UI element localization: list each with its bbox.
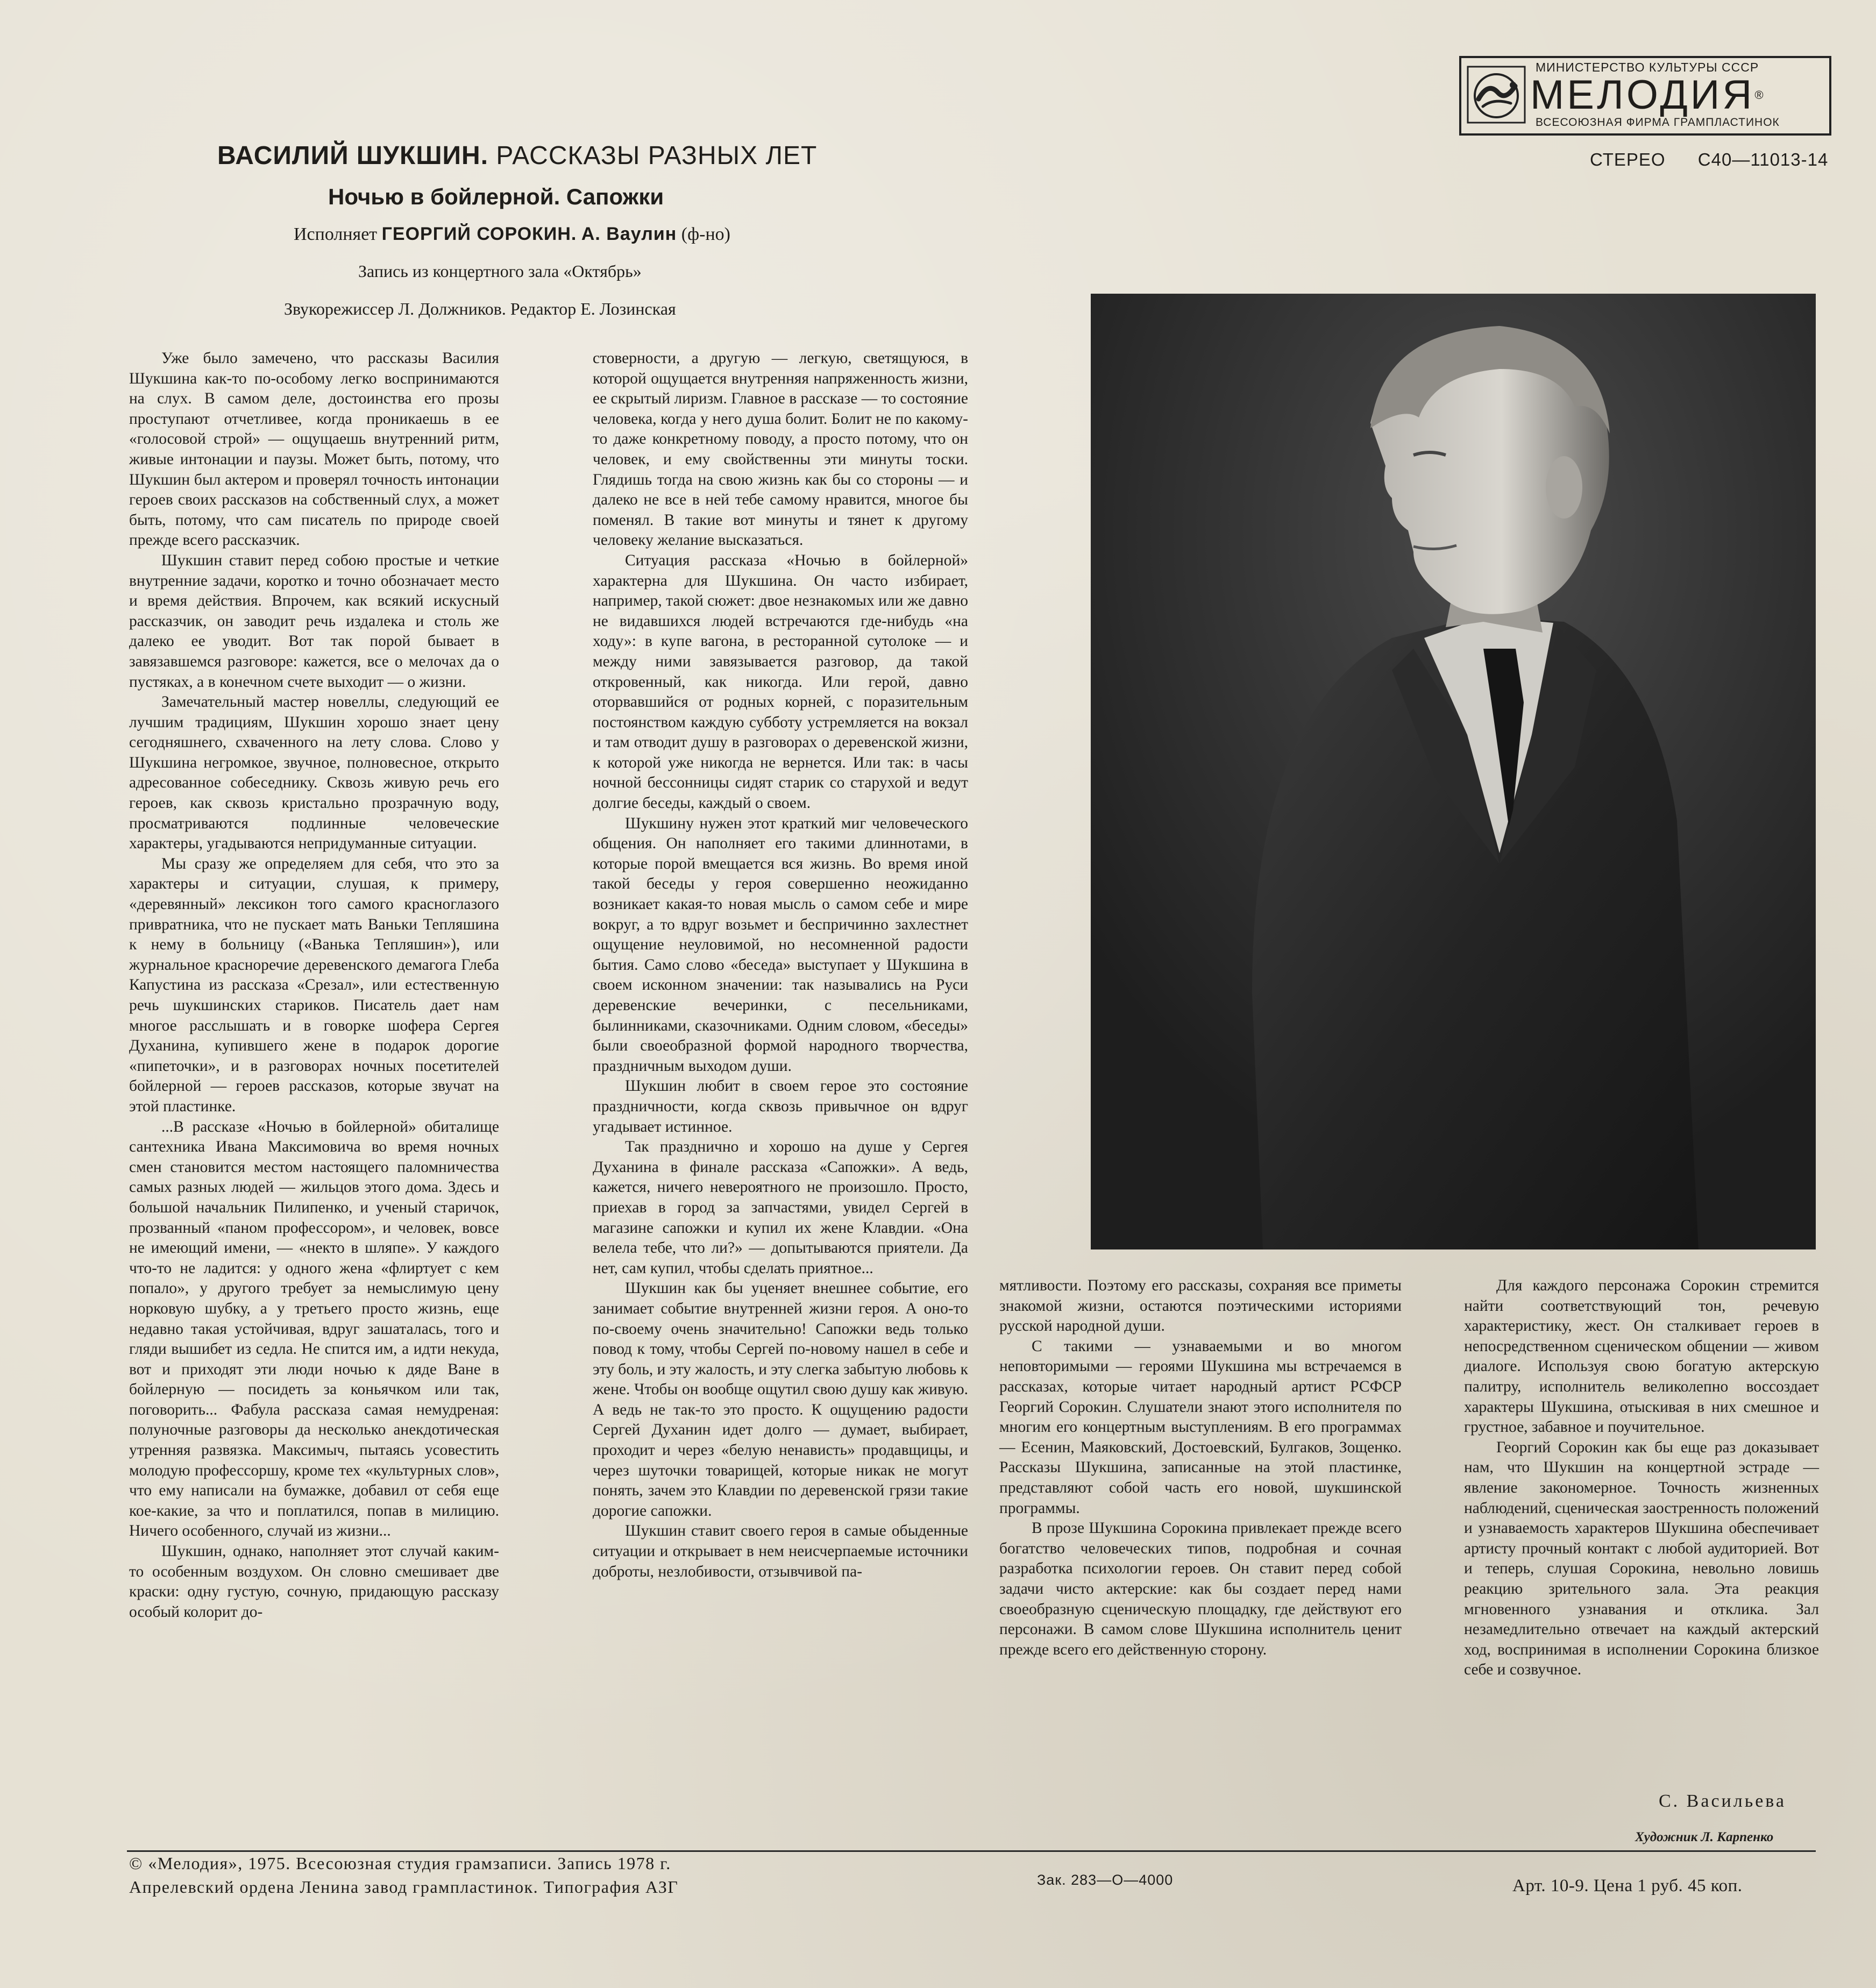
copyright-line: © «Мелодия», 1975. Всесоюзная студия грамзаписи. Запись 1978 г.: [129, 1854, 671, 1873]
order-number: Зак. 283—О—4000: [1037, 1872, 1174, 1888]
paragraph: ...В рассказе «Ночью в бойлерной» обиталище сантехника Ивана Максимовича во время ночных смен становится местом настоящего паломничества самых разных людей — жильцов этого дома. Здесь и большой начальник Пилипенко, и ученый старичок, прозванный «паном профессором», и человек, вовсе не имеющий имени, — «некто в шляпе». У каждого что-то не ладится: у одного жена «флиртует с кем попало», у другого требует за немыслимую цену норковую шубку, а у третьего просто жизнь, еще недавно такая устойчивая, вдруг зашаталась, того и гляди вышибет из седла. Не спится им, а идти некуда, вот и приходят эти люди ночью к дяде Ване в бойлерную — посидеть за коньячком или так, поговорить... Фабула рассказа самая немудреная: полуночные разговоры да несколько анекдотическая утренняя развязка. Максимыч, пытаясь усовестить молодую профессоршу, кроме тех «культурных слов», что ему написали на бумажке, добавил от себя еще кое-какие, за что и поплатился, попав в милицию. Ничего особенного, случай из жизни...: [129, 1118, 499, 1540]
paragraph: Шукшину нужен этот краткий миг человеческого общения. Он наполняет его такими длиннотами, в которые порой вмещается вся жизнь. Во время иной такой беседы у героя совершенно неожиданно возникает какая-то новая мысль о самом себе и мире вокруг, а то вдруг возьмет и беспричинно захлестнет ощущение неуловимой, но несомненной радости бытия. Само слово «беседа» выступает у Шукшина в своем исконном значении: так назывались на Руси деревенские вечеринки, с песельниками, былинниками, сказочниками. Одним словом, «беседы» были своеобразной формой народного творчества, праздничным выходом души.: [593, 814, 968, 1075]
paragraph: стоверности, а другую — легкую, светящуюся, в которой ощущается внутренняя напряженность жизни, ее скрытый лиризм. Главное в рассказе — то состояние человека, когда у него душа болит. Болит не по какому-то даже конкретному поводу, а просто потому, что он человек, и ему свойственны эти минуты тоски. Глядишь тогда на свою жизнь как бы со стороны — и далеко не все в ней тебе самому нравится, многое бы поменял. В такие вот минуты и тянет к другому человеку желание высказаться.: [593, 350, 968, 549]
author-name: ВАСИЛИЙ ШУКШИН.: [217, 141, 489, 170]
artist-credit: Художник Л. Карпенко: [1635, 1830, 1774, 1844]
performer-line: [294, 224, 730, 245]
pianist-name: А. Ваулин: [581, 224, 677, 244]
paragraph: В прозе Шукшина Сорокина привлекает прежде всего богатство человеческих типов, подробная и сочная разработка психологии героев. Он ставит перед собой задачи чисто актерские: как бы создает перед нами своеобразную сценическую площадку, где действуют его персонажи. В самом слове Шукшина исполнитель ценит прежде всего его действенную сторону.: [999, 1520, 1402, 1658]
article-column-2: [593, 349, 968, 1582]
price-label: Арт. 10-9. Цена 1 руб. 45 коп.: [1512, 1876, 1743, 1895]
engineer-editor: Звукорежиссер Л. Должников. Редактор Е. Лозинская: [284, 299, 676, 318]
brand-name: МЕЛОДИЯ: [1530, 72, 1755, 118]
melodiya-logo: [1459, 56, 1831, 136]
paragraph: Георгий Сорокин как бы еще раз доказывает нам, что Шукшин на концертной эстраде — явление закономерное. Точность жизненных наблюдений, сценическая заостренность положений и узнаваемость характеров Шукшина обеспечивает артисту прочный контакт с любой аудиторией. Вот и теперь, слушая Сорокина, невольно ловишь реакцию зрительного зала. Эта реакция мгновенного узнавания и отклика. Зал незамедлительно отвечает на каждый актерский ход, воспринимая в исполнении Сорокина близкое себе и созвучное.: [1464, 1438, 1819, 1679]
recording-place: Запись из концертного зала «Октябрь»: [358, 261, 642, 281]
paragraph: мятливости. Поэтому его рассказы, сохраняя все приметы знакомой жизни, остаются поэтическими историями русской народной души.: [999, 1277, 1402, 1335]
performer-portrait-photo: [1091, 294, 1816, 1249]
manufacturer-line: Апрелевский ордена Ленина завод грампластинок. Типография АЗГ: [129, 1877, 679, 1897]
paragraph: Уже было замечено, что рассказы Василия Шукшина как-то по-особому легко воспринимаются на слух. В самом деле, достоинства его прозы проступают отчетливее, когда проникаешь в ее «голосовой строй» — ощущаешь внутренний ритм, живые интонации и паузы. Может быть, потому, что Шукшин был актером и проверял точность интонации героев своих рассказов на собственный слух, а может быть, потому, что сам писатель по природе своей прежде всего рассказчик.: [129, 350, 499, 549]
paragraph: С такими — узнаваемыми и во многом неповторимыми — героями Шукшина мы встречаемся в рассказах, которые читает народный артист РСФСР Георгий Сорокин. Слушатели знают этого исполнителя по многим его концертным выступлениям. В его программах — Есенин, Маяковский, Достоевский, Булгаков, Зощенко. Рассказы Шукшина, записанные на этой пластинке, представляют собой часть его новой, шукшинской программы.: [999, 1337, 1402, 1517]
paragraph: Шукшин любит в своем герое это состояние праздничности, когда сквозь привычное он вдруг угадывает истинное.: [593, 1077, 968, 1135]
album-title: [217, 141, 943, 171]
article-column-3: [999, 1276, 1402, 1660]
catalog-info: [1590, 150, 1828, 170]
paragraph: Так празднично и хорошо на душе у Сергея Духанина в финале рассказа «Сапожки». А ведь, кажется, ничего невероятного не произошло. Просто, приехав в город за запчастями, увидел Сергей в магазине сапожки и купил их жене Клавдии. «Она велела тебе, что ли?» — допытываются приятели. Да нет, сам купил, чтобы сделать приятное...: [593, 1138, 968, 1277]
paragraph: Шукшин ставит своего героя в самые обыденные ситуации и открывает в нем неисчерпаемые источники доброты, незлобивости, отзывчивой па-: [593, 1522, 968, 1580]
article-column-1: [129, 349, 499, 1622]
stereo-label: СТЕРЕО: [1590, 150, 1666, 169]
catalog-number: С40—11013-14: [1697, 150, 1829, 169]
paragraph: Шукшин ставит перед собою простые и четкие внутренние задачи, коротко и точно обозначает место и время действия. Впрочем, как всякий искусный рассказчик, он заводит речь издалека и столь же далеко ее уводит. Вот так порой бывает в завязавшемся разговоре: кажется, все о мелочах да о пустяках, а в конечном счете выходит — о жизни.: [129, 551, 499, 691]
instrument: (ф-но): [681, 224, 730, 244]
paragraph: Для каждого персонажа Сорокин стремится найти соответствующий тон, речевую характеристику, жест. Он сталкивает героев в непосредственном сценическом общении — живом диалоге. Используя свою богатую актерскую палитру, исполнитель великолепно воссоздает характеры Шукшина, отыскивая в них смешное и грустное, забавное и поучительное.: [1464, 1277, 1819, 1436]
registered-mark: ®: [1754, 88, 1764, 102]
article-author-signature: С. Васильева: [1659, 1791, 1786, 1811]
paragraph: Шукшин как бы уценяет внешнее событие, его занимает событие внутренней жизни героя. А оно-то по-своему очень значительно! Сапожки ведь только повод к тому, чтобы Сергей по-новому нашел в себе и эту боль, и эту жалость, и эту слегка забытую любовь к жене. Чтобы он вообще ощутил свою душу как живую. А ведь не так-то это просто. К ощущению радости Сергей Духанин идет долго — думает, выбирает, проходит и через «белую ненависть» продавщицы, и через шуточки товарищей, которые никак не могут понять, зачем это Клавдии по деревенской грязи такие дорогие сапожки.: [593, 1280, 968, 1520]
logo-brand: [1530, 73, 1826, 117]
paragraph: Шукшин, однако, наполняет этот случай каким-то особенным воздухом. Он словно смешивает две краски: одну густую, сочную, придающую рассказу особый колорит до-: [129, 1543, 499, 1621]
performer-name: ГЕОРГИЙ СОРОКИН.: [381, 224, 577, 244]
melodiya-emblem-icon: [1467, 66, 1526, 124]
logo-ministry: МИНИСТЕРСТВО КУЛЬТУРЫ СССР: [1536, 60, 1759, 74]
paragraph: Ситуация рассказа «Ночью в бойлерной» характерна для Шукшина. Он часто избирает, например, такой сюжет: двое незнакомых или же давно не видавшихся людей встречаются где-нибудь «на ходу»: в купе вагона, в ресторанной сутолоке — и между ними завязывается разговор, да такой откровенный, как никогда. Или герой, давно оторвавшийся от родных корней, с поразительным постоянством каждую субботу устремляется на вокзал и там отводит душу в разговорах о деревенской жизни, к которой уже никогда не вернется. Или так: в часы ночной бессонницы сидят старик со старухой и ведут долгие беседы, каждый о своем.: [593, 551, 968, 812]
logo-company: ВСЕСОЮЗНАЯ ФИРМА ГРАМПЛАСТИНОК: [1536, 116, 1780, 129]
performer-prefix: Исполняет: [294, 224, 378, 244]
paragraph: Замечательный мастер новеллы, следующий ее лучшим традициям, Шукшин хорошо знает цену сегодняшнего, схваченного на лету слова. Слово у Шукшина негромкое, звучное, полновесное, открыто адресованное собеседнику. Сквозь живую речь его героев, как сквозь кристально прозрачную воду, просматриваются подлинные человеческие характеры, угадываются непридуманные ситуации.: [129, 693, 499, 853]
paragraph: Мы сразу же определяем для себя, что это за характеры и ситуации, слушая, к примеру, «деревянный» лексикон того самого красноглазого привратника, что не пускает мать Ваньки Тепляшина к нему в больницу («Ванька Тепляшин»), или журнальное красноречие деревенского демагога Глеба Капустина из рассказа «Срезал», или естественную речь шукшинских стариков. Писатель дает нам многое расслышать и в говорке шофера Сергея Духанина, купившего жене в подарок дорогие «пипеточки», и в разговорах ночных посетителей бойлерной — героев рассказов, которые звучат на этой пластинке.: [129, 855, 499, 1115]
collection-title: РАССКАЗЫ РАЗНЫХ ЛЕТ: [496, 141, 818, 170]
article-column-4: [1464, 1276, 1819, 1680]
stories-title: Ночью в бойлерной. Сапожки: [328, 184, 664, 209]
footer-divider: [127, 1850, 1816, 1852]
